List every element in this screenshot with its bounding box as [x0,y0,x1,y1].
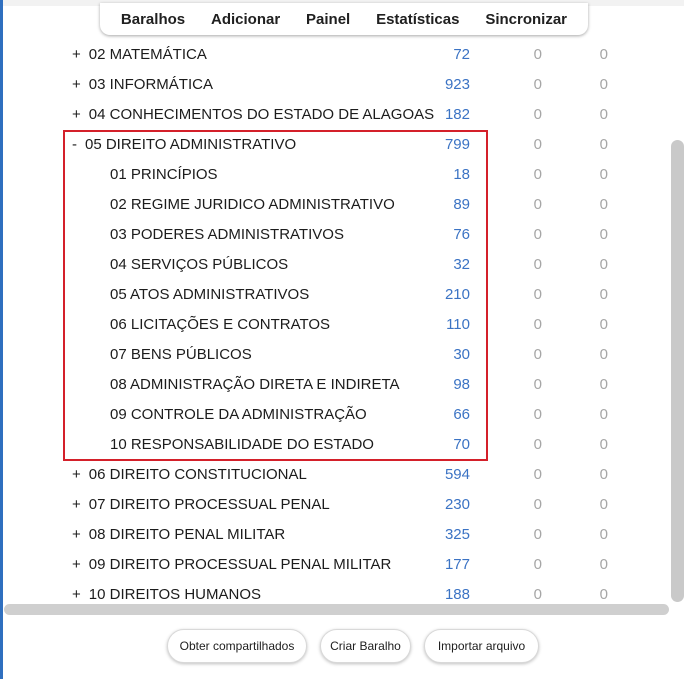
new-count: 98 [453,376,470,393]
deck-name-label[interactable]: 06 LICITAÇÕES E CONTRATOS [110,316,331,333]
due-count: 0 [599,316,608,333]
deck-row[interactable] [0,550,660,580]
deck-name-label[interactable]: 02 MATEMÁTICA [88,46,207,63]
new-count: 76 [453,226,470,243]
deck-name-label[interactable]: 08 ADMINISTRAÇÃO DIRETA E INDIRETA [110,376,400,393]
bottom-bar [0,622,684,670]
new-count: 70 [453,436,470,453]
new-count: 72 [453,46,470,63]
collapse-icon[interactable]: - [72,136,77,153]
new-count: 18 [453,166,470,183]
toolbar-decks[interactable]: Baralhos [120,10,186,28]
deck-row[interactable] [0,490,660,520]
deck-name[interactable] [72,556,391,573]
learn-count: 0 [533,436,542,453]
learn-count: 0 [533,466,542,483]
due-count: 0 [599,376,608,393]
deck-name-label[interactable]: 09 DIREITO PROCESSUAL PENAL MILITAR [88,556,392,573]
toolbar-stats[interactable]: Estatísticas [376,10,460,28]
learn-count: 0 [533,586,542,603]
learn-count: 0 [533,106,542,123]
deck-name[interactable] [110,436,374,453]
new-count: 110 [446,316,470,333]
due-count: 0 [599,46,608,63]
deck-name[interactable] [110,196,395,213]
deck-row[interactable] [0,190,660,220]
deck-name-label[interactable]: 02 REGIME JURIDICO ADMINISTRATIVO [110,196,395,213]
deck-list [0,40,684,604]
deck-row[interactable] [0,160,660,190]
deck-name[interactable] [110,226,344,243]
due-count: 0 [599,196,608,213]
deck-name-label[interactable]: 04 SERVIÇOS PÚBLICOS [110,256,289,273]
expand-icon[interactable]: + [72,106,81,123]
deck-name[interactable] [72,496,330,513]
expand-icon[interactable]: + [72,556,81,573]
learn-count: 0 [533,316,542,333]
get-shared-button[interactable]: Obter compartilhados [167,629,307,663]
learn-count: 0 [533,196,542,213]
deck-row[interactable] [0,460,660,490]
due-count: 0 [599,136,608,153]
due-count: 0 [599,526,608,543]
deck-name[interactable] [110,316,330,333]
new-count: 177 [444,556,470,573]
deck-name[interactable] [72,466,307,483]
deck-row[interactable] [0,430,660,460]
deck-row[interactable] [0,370,660,400]
learn-count: 0 [533,76,542,93]
due-count: 0 [599,76,608,93]
new-count: 30 [453,346,470,363]
deck-row[interactable] [0,100,660,130]
toolbar-sync[interactable]: Sincronizar [485,10,568,28]
deck-row[interactable] [0,130,660,160]
deck-row[interactable] [0,40,660,70]
learn-count: 0 [533,46,542,63]
learn-count: 0 [533,556,542,573]
learn-count: 0 [533,346,542,363]
deck-row[interactable] [0,310,660,340]
expand-icon[interactable]: + [72,76,81,93]
due-count: 0 [599,586,608,603]
new-count: 188 [444,586,470,603]
due-count: 0 [599,256,608,273]
deck-name-label[interactable]: 10 RESPONSABILIDADE DO ESTADO [110,436,374,453]
deck-name-label[interactable]: 05 DIREITO ADMINISTRATIVO [85,136,297,153]
deck-name[interactable] [72,526,285,543]
deck-name[interactable] [110,346,252,363]
deck-name-label[interactable]: 06 DIREITO CONSTITUCIONAL [88,466,307,483]
new-count: 32 [453,256,470,273]
deck-name-label[interactable]: 08 DIREITO PENAL MILITAR [88,526,286,543]
learn-count: 0 [533,286,542,303]
deck-name-label[interactable]: 01 PRINCÍPIOS [110,166,218,183]
deck-name[interactable] [72,136,296,153]
deck-name-label[interactable]: 07 BENS PÚBLICOS [110,346,252,363]
due-count: 0 [599,226,608,243]
learn-count: 0 [533,256,542,273]
deck-name-label[interactable]: 07 DIREITO PROCESSUAL PENAL [88,496,330,513]
new-count: 923 [444,76,470,93]
deck-name[interactable] [72,76,213,93]
deck-name-label[interactable]: 03 INFORMÁTICA [88,76,213,93]
deck-row[interactable] [0,580,660,604]
expand-icon[interactable]: + [72,46,81,63]
toolbar-browse[interactable]: Painel [306,10,351,28]
expand-icon[interactable]: + [72,496,81,513]
create-deck-button[interactable]: Criar Baralho [320,629,411,663]
deck-name-label[interactable]: 04 CONHECIMENTOS DO ESTADO DE ALAGOAS [88,106,435,123]
deck-name-label[interactable]: 03 PODERES ADMINISTRATIVOS [110,226,344,243]
deck-name[interactable] [72,106,434,123]
horizontal-scrollbar-thumb[interactable] [4,604,669,615]
due-count: 0 [599,346,608,363]
deck-name-label[interactable]: 10 DIREITOS HUMANOS [88,586,262,603]
toolbar-add[interactable]: Adicionar [210,10,281,28]
deck-row[interactable] [0,340,660,370]
deck-name[interactable] [110,406,367,423]
due-count: 0 [599,166,608,183]
expand-icon[interactable]: + [72,586,81,603]
deck-name[interactable] [110,376,400,393]
new-count: 89 [453,196,470,213]
deck-name[interactable] [72,46,207,63]
deck-row[interactable] [0,70,660,100]
due-count: 0 [599,556,608,573]
new-count: 182 [444,106,470,123]
learn-count: 0 [533,226,542,243]
new-count: 230 [444,496,470,513]
deck-row[interactable] [0,280,660,310]
deck-row[interactable] [0,520,660,550]
learn-count: 0 [533,526,542,543]
expand-icon[interactable]: + [72,526,81,543]
learn-count: 0 [533,406,542,423]
due-count: 0 [599,436,608,453]
expand-icon[interactable]: + [72,466,81,483]
learn-count: 0 [533,496,542,513]
due-count: 0 [599,406,608,423]
due-count: 0 [599,496,608,513]
deck-name-label[interactable]: 05 ATOS ADMINISTRATIVOS [110,286,310,303]
deck-name[interactable] [110,166,218,183]
deck-name[interactable] [110,256,288,273]
deck-row[interactable] [0,400,660,430]
due-count: 0 [599,286,608,303]
new-count: 799 [444,136,470,153]
learn-count: 0 [533,376,542,393]
vertical-scrollbar-thumb[interactable] [671,140,684,602]
deck-name-label[interactable]: 09 CONTROLE DA ADMINISTRAÇÃO [110,406,367,423]
learn-count: 0 [533,166,542,183]
deck-name[interactable] [110,286,309,303]
new-count: 594 [444,466,470,483]
due-count: 0 [599,106,608,123]
main-toolbar [100,3,588,35]
deck-name[interactable] [72,586,261,603]
new-count: 325 [444,526,470,543]
new-count: 66 [453,406,470,423]
due-count: 0 [599,466,608,483]
learn-count: 0 [533,136,542,153]
deck-row[interactable] [0,220,660,250]
deck-row[interactable] [0,250,660,280]
new-count: 210 [444,286,470,303]
import-file-button[interactable]: Importar arquivo [424,629,539,663]
